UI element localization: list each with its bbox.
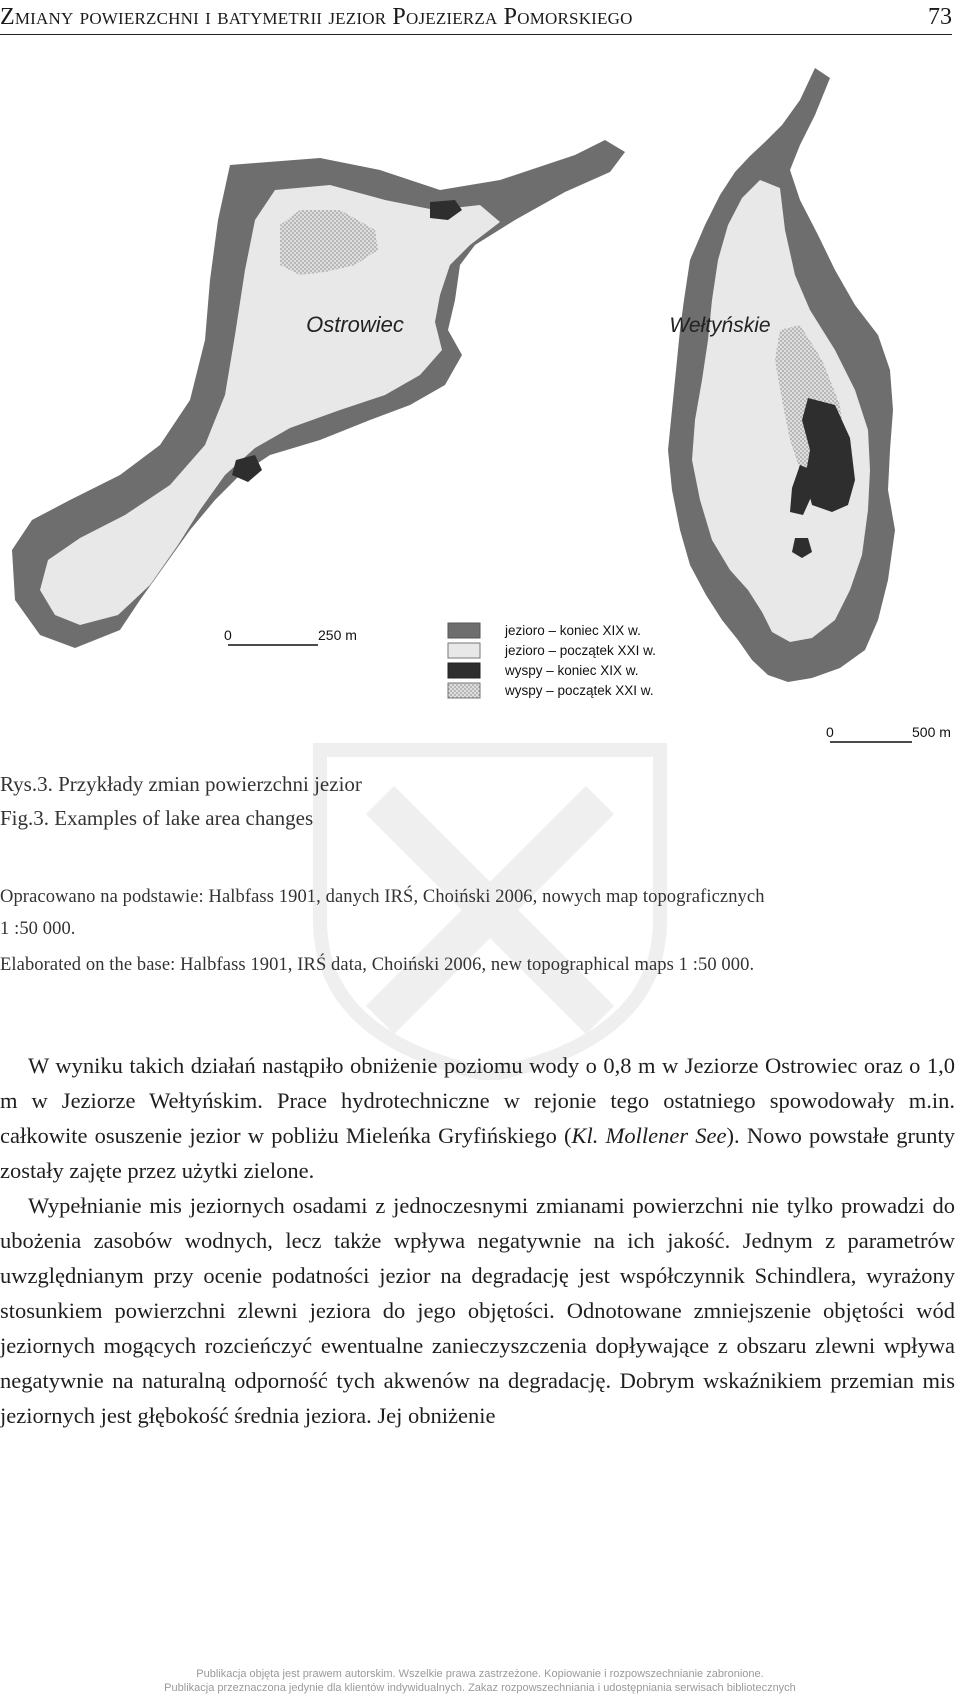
- paragraph-2: Wypełnianie mis jeziornych osadami z jednoczesnymi zmianami powierzchni nie tylko prowadzi do ubożenia zasobów wodnych, lecz także wpływa negatywnie na ich jakość. Jednym z parametrów uwzględnianym przy ocenie podatności jezior na degradację jest współczynnik Schindlera, wyrażony stosunkiem powierzchni zlewni jeziora do jego objętości. Odnotowane zmniejszenie objętości wód jeziornych mogących rozcieńczyć ewentualne zanieczyszczenia dopływające z obszaru zlewni wpływa negatywnie na naturalną odporność tych akwenów na degradację. Dobrym wskaźnikiem przemian mis jeziornych jest głębokość średnia jeziora. Jej obniżenie: [0, 1193, 955, 1428]
- legend: [448, 623, 656, 698]
- figure-source-pl-cont: 1 :50 000.: [0, 919, 76, 939]
- scale-right-end: 500 m: [912, 724, 951, 740]
- historical-lake-name: Kl. Mollener See: [571, 1123, 727, 1148]
- weltynskie-label: Wełtyńskie: [669, 314, 771, 337]
- legend-item-lake-19c: jezioro – koniec XIX w.: [505, 623, 641, 638]
- legend-item-lake-21c: jezioro – początek XXI w.: [505, 643, 656, 658]
- body-text: [0, 1048, 955, 1433]
- figure-source-pl: Opracowano na podstawie: Halbfass 1901, danych IRŚ, Choiński 2006, nowych map topograficznych: [0, 887, 765, 907]
- paragraph-1: W wyniku takich działań nastąpiło obniżenie poziomu wody o 0,8 m w Jeziorze Ostrowiec oraz o 1,0 m w Jeziorze Wełtyńskim. Prace hydrotechniczne w rejonie tego ostatniego spowodowały m.in. całkowite osuszenie jezior w pobliżu Mieleńka Gryfińskiego (Kl. Mollener See). Nowo powstałe grunty zostały zajęte przez użytki zielone.: [0, 1053, 955, 1183]
- legend-swatch-lake-21c: [448, 643, 480, 658]
- license-notice: Publikacja przeznaczona jedynie dla klientów indywidualnych. Zakaz rozpowszechniania i udostępniania serwisach bibliotecznych: [164, 1682, 796, 1694]
- figure-caption-pl: Rys.3. Przykłady zmian powierzchni jezior: [0, 772, 362, 796]
- legend-swatch-islands-21c: [448, 683, 480, 698]
- scale-left-zero: 0: [224, 627, 232, 643]
- figure-caption-en: Fig.3. Examples of lake area changes: [0, 806, 314, 830]
- scale-left-end: 250 m: [318, 627, 357, 643]
- ostrowiec-label: Ostrowiec: [306, 312, 404, 337]
- legend-swatch-lake-19c: [448, 623, 480, 638]
- copyright-notice: Publikacja objęta jest prawem autorskim. Wszelkie prawa zastrzeżone. Kopiowanie i rozpowszechnianie zabronione.: [196, 1668, 764, 1680]
- figure-source-en: Elaborated on the base: Halbfass 1901, IRŚ data, Choiński 2006, new topographical maps 1 :50 000.: [0, 955, 755, 975]
- running-title: Zmiany powierzchni i batymetrii jezior Pojezierza Pomorskiego: [0, 4, 633, 30]
- ostrowiec-lake-21c: [40, 185, 500, 625]
- page-number: 73: [928, 4, 952, 30]
- legend-swatch-islands-19c: [448, 663, 480, 678]
- scale-right-zero: 0: [826, 724, 834, 740]
- legend-item-islands-19c: wyspy – koniec XIX w.: [505, 663, 639, 678]
- running-header: [0, 0, 952, 35]
- legend-item-islands-21c: wyspy – początek XXI w.: [505, 683, 654, 698]
- lake-maps-figure: [0, 60, 960, 760]
